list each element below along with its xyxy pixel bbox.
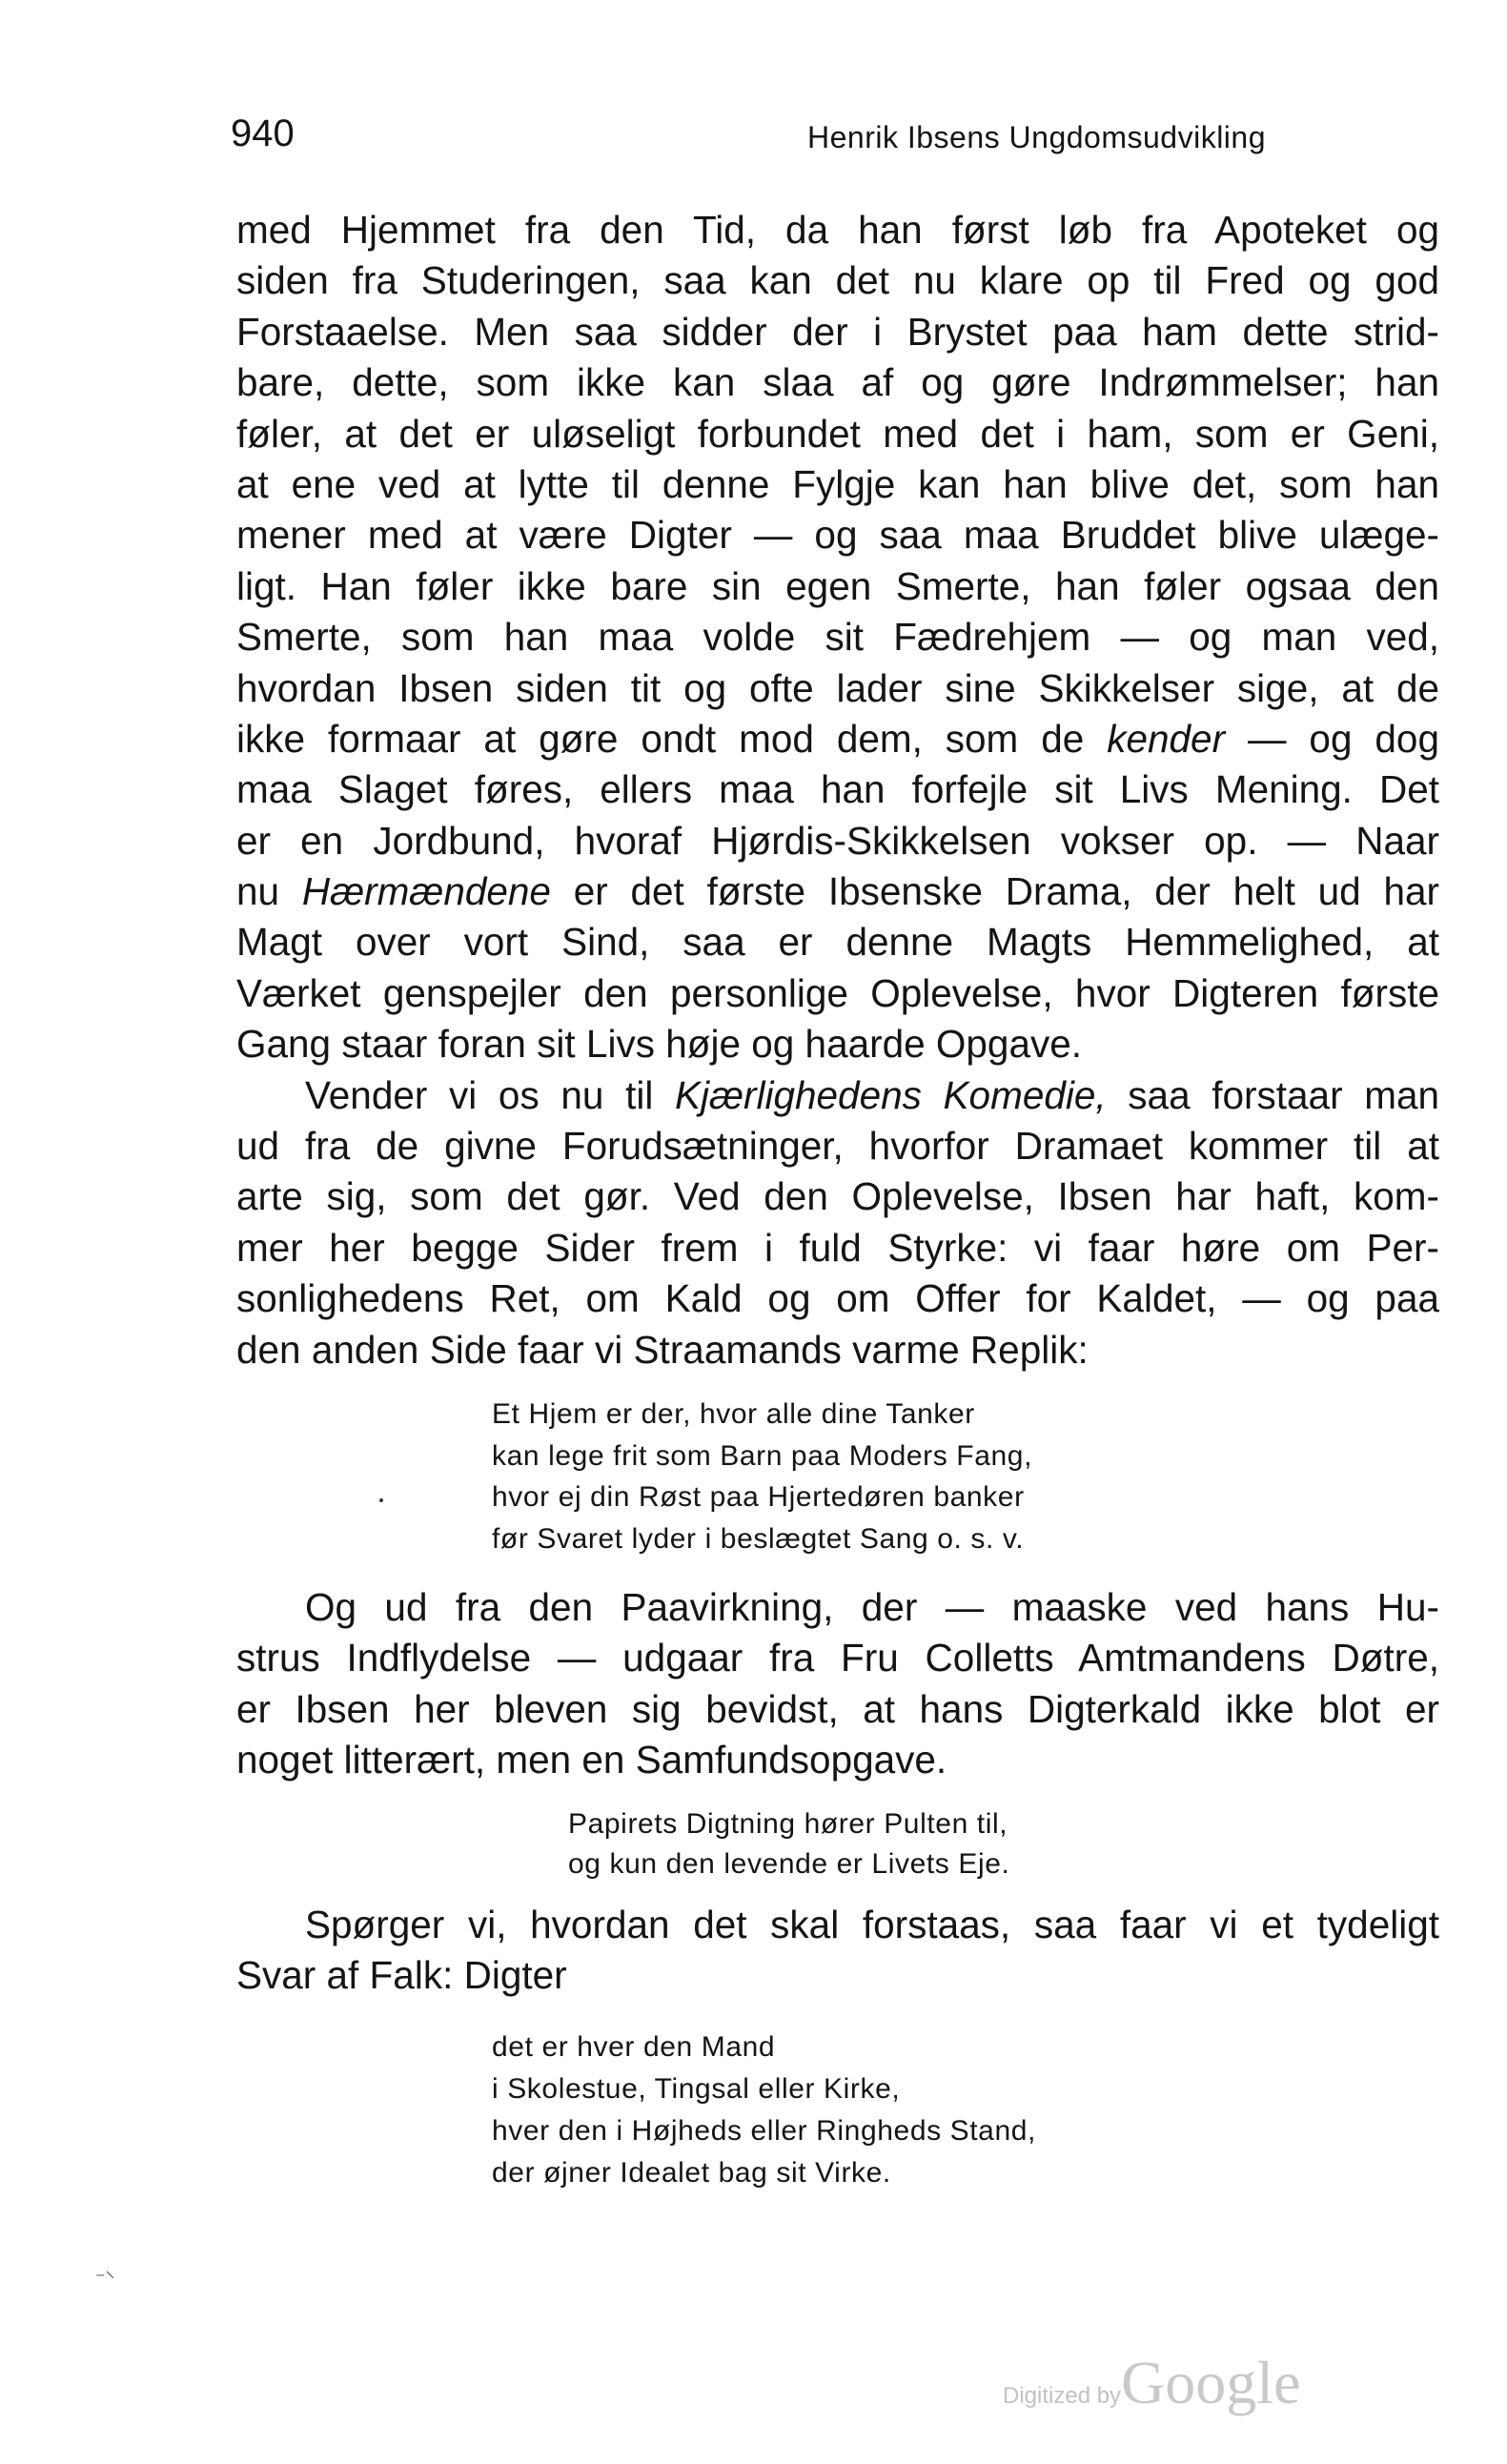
text-line: Forstaaelse. Men saa sidder der i Brystet paa ham dette strid- [236,309,1439,354]
text-line: siden fra Studeringen, saa kan det nu klare op til Fred og god [236,258,1439,303]
text-line: arte sig, som det gør. Ved den Oplevelse, Ibsen har haft, kom- [236,1174,1439,1219]
text-line: med Hjemmet fra den Tid, da han først løb fra Apoteket og [236,208,1439,252]
text-run: Vender vi os nu til [305,1072,675,1117]
watermark-prefix: Digitized by [1003,2383,1122,2409]
text-run: nu [236,869,302,914]
text-line: Spørger vi, hvordan det skal forstaas, saa faar vi et tydeligt [305,1903,1439,1946]
verse-line: før Svaret lyder i beslægtet Sang o. s. v. [492,1522,1025,1555]
text-line: mer her begge Sider frem i fuld Styrke: vi faar høre om Per- [236,1225,1439,1270]
verse-line: Papirets Digtning hører Pulten til, [568,1808,1008,1840]
verse-line: hvor ej din Røst paa Hjertedøren banker [492,1481,1025,1513]
paragraph-3 [236,1582,1439,1786]
verse-line: i Skolestue, Tingsal eller Kirke, [492,2073,901,2105]
text-line [236,714,1439,764]
verse-line: hver den i Højheds eller Ringheds Stand, [492,2115,1036,2147]
text-line: føler, at det er uløseligt forbundet med det i ham, som er Geni, [236,411,1439,456]
text-line: Gang staar foran sit Livs høje og haarde Opgave. [236,1022,1083,1067]
italic-term-kender: kender [1107,716,1226,761]
page-header [231,112,1441,170]
text-line: Værket genspejler den personlige Oplevelse, hvor Digteren første [236,970,1439,1015]
text-run: — og dog [1225,716,1439,761]
verse-quote-3 [492,2026,1350,2194]
text-line: bare, dette, som ikke kan slaa af og gøre Indrømmelser; han [236,360,1439,405]
scan-artifact-mark: ⁻⸌ [95,2269,115,2290]
text-line: noget litterært, men en Samfundsopgave. [236,1738,947,1782]
verse-line: Et Hjem er der, hvor alle dine Tanker [492,1398,975,1430]
text-line: sonlighedens Ret, om Kald og om Offer for Kaldet, — og paa [236,1276,1439,1321]
verse-quote-2 [568,1804,1426,1884]
page-number: 940 [231,112,295,154]
text-line: den anden Side faar vi Straamands varme Replik: [236,1327,1089,1372]
text-line: Og ud fra den Paavirkning, der — maaske ved hans Hu- [305,1585,1439,1629]
italic-title-haermaendene: Hærmændene [301,869,551,914]
italic-title-kjaerlighedens-komedie: Kjærlighedens Komedie, [674,1072,1107,1117]
text-line: mener med at være Digter — og saa maa Bruddet blive ulæge- [236,513,1439,558]
text-run: saa forstaar man [1106,1072,1439,1117]
text-line: at ene ved at lytte til denne Fylgje kan han blive det, som han [236,461,1439,506]
paragraph-4 [236,1900,1439,2002]
digitized-watermark [1003,2348,1300,2418]
verse-quote-1 [492,1394,1350,1559]
verse-line: kan lege frit som Barn paa Moders Fang, [492,1439,1033,1472]
text-line: er Ibsen her bleven sig bevidst, at hans Digterkald ikke blot er [236,1686,1439,1731]
paragraph-1 [236,205,1439,1375]
text-line [236,1070,1439,1121]
google-logo: Google [1121,2349,1301,2416]
text-line: Svar af Falk: Digter [236,1953,567,1998]
text-line: er en Jordbund, hvoraf Hjørdis-Skikkelsen vokser op. — Naar [236,818,1439,863]
verse-line: det er hver den Mand [492,2031,776,2063]
text-line: Smerte, som han maa volde sit Fædrehjem — og man ved, [236,615,1439,660]
scan-speck [379,1498,383,1502]
text-run: er det første Ibsenske Drama, der helt ud har [550,869,1439,914]
text-line: strus Indflydelse — udgaar fra Fru Colletts Amtmandens Døtre, [236,1636,1439,1680]
text-line: maa Slaget føres, ellers maa han forfejle sit Livs Mening. Det [236,767,1439,812]
text-run: ikke formaar at gøre ondt mod dem, som de [236,716,1108,761]
text-line: hvordan Ibsen siden tit og ofte lader sine Skikkelser sige, at de [236,665,1439,710]
text-line [236,866,1439,917]
text-line: ligt. Han føler ikke bare sin egen Smerte, han føler ogsaa den [236,563,1439,608]
text-line: ud fra de givne Forudsætninger, hvorfor Dramaet kommer til at [236,1124,1439,1169]
text-line: Magt over vort Sind, saa er denne Magts Hemmelighed, at [236,920,1439,965]
running-title: Henrik Ibsens Ungdomsudvikling [807,120,1266,154]
verse-line: der øjner Idealet bag sit Virke. [492,2157,891,2189]
verse-line: og kun den levende er Livets Eje. [568,1848,1010,1880]
